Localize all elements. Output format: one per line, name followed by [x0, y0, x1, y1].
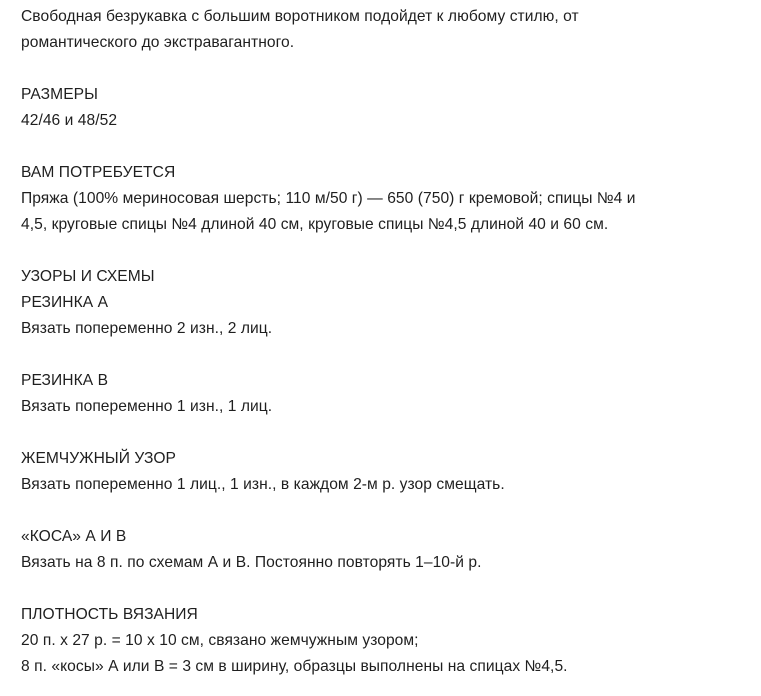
materials-line-1: Пряжа (100% мериносовая шерсть; 110 м/50 г) — 650 (750) г кремовой; спицы №4 и — [21, 190, 636, 207]
article-text — [21, 4, 751, 680]
materials-line-2: 4,5, круговые спицы №4 длиной 40 см, круговые спицы №4,5 длиной 40 и 60 см. — [21, 216, 609, 233]
spacer — [21, 342, 751, 368]
spacer — [21, 498, 751, 524]
pattern-seed-text: Вязать попеременно 1 лиц., 1 изн., в каждом 2-м р. узор смещать. — [21, 476, 505, 493]
gauge-line-1: 20 п. х 27 р. = 10 х 10 см, связано жемчужным узором; — [21, 632, 419, 649]
pattern-seed-title: ЖЕМЧУЖНЫЙ УЗОР — [21, 450, 176, 467]
spacer — [21, 420, 751, 446]
pattern-cable-text: Вязать на 8 п. по схемам А и В. Постоянно повторять 1–10-й р. — [21, 554, 482, 571]
gauge-heading: ПЛОТНОСТЬ ВЯЗАНИЯ — [21, 606, 198, 623]
patterns-heading: УЗОРЫ И СХЕМЫ — [21, 268, 155, 285]
spacer — [21, 134, 751, 160]
pattern-rib-a-title: РЕЗИНКА А — [21, 294, 109, 311]
sizes-text: 42/46 и 48/52 — [21, 112, 118, 129]
pattern-rib-b-text: Вязать попеременно 1 изн., 1 лиц. — [21, 398, 273, 415]
intro-line-1: Свободная безрукавка с большим воротником подойдет к любому стилю, от — [21, 8, 579, 25]
spacer — [21, 576, 751, 602]
spacer — [21, 56, 751, 82]
gauge-line-2: 8 п. «косы» А или В = 3 см в ширину, образцы выполнены на спицах №4,5. — [21, 658, 568, 675]
intro-line-2: романтического до экстравагантного. — [21, 34, 295, 51]
spacer — [21, 238, 751, 264]
pattern-rib-a-text: Вязать попеременно 2 изн., 2 лиц. — [21, 320, 273, 337]
materials-heading: ВАМ ПОТРЕБУЕТСЯ — [21, 164, 176, 181]
pattern-cable-title: «КОСА» А И В — [21, 528, 127, 545]
pattern-rib-b-title: РЕЗИНКА В — [21, 372, 109, 389]
sizes-heading: РАЗМЕРЫ — [21, 86, 98, 103]
